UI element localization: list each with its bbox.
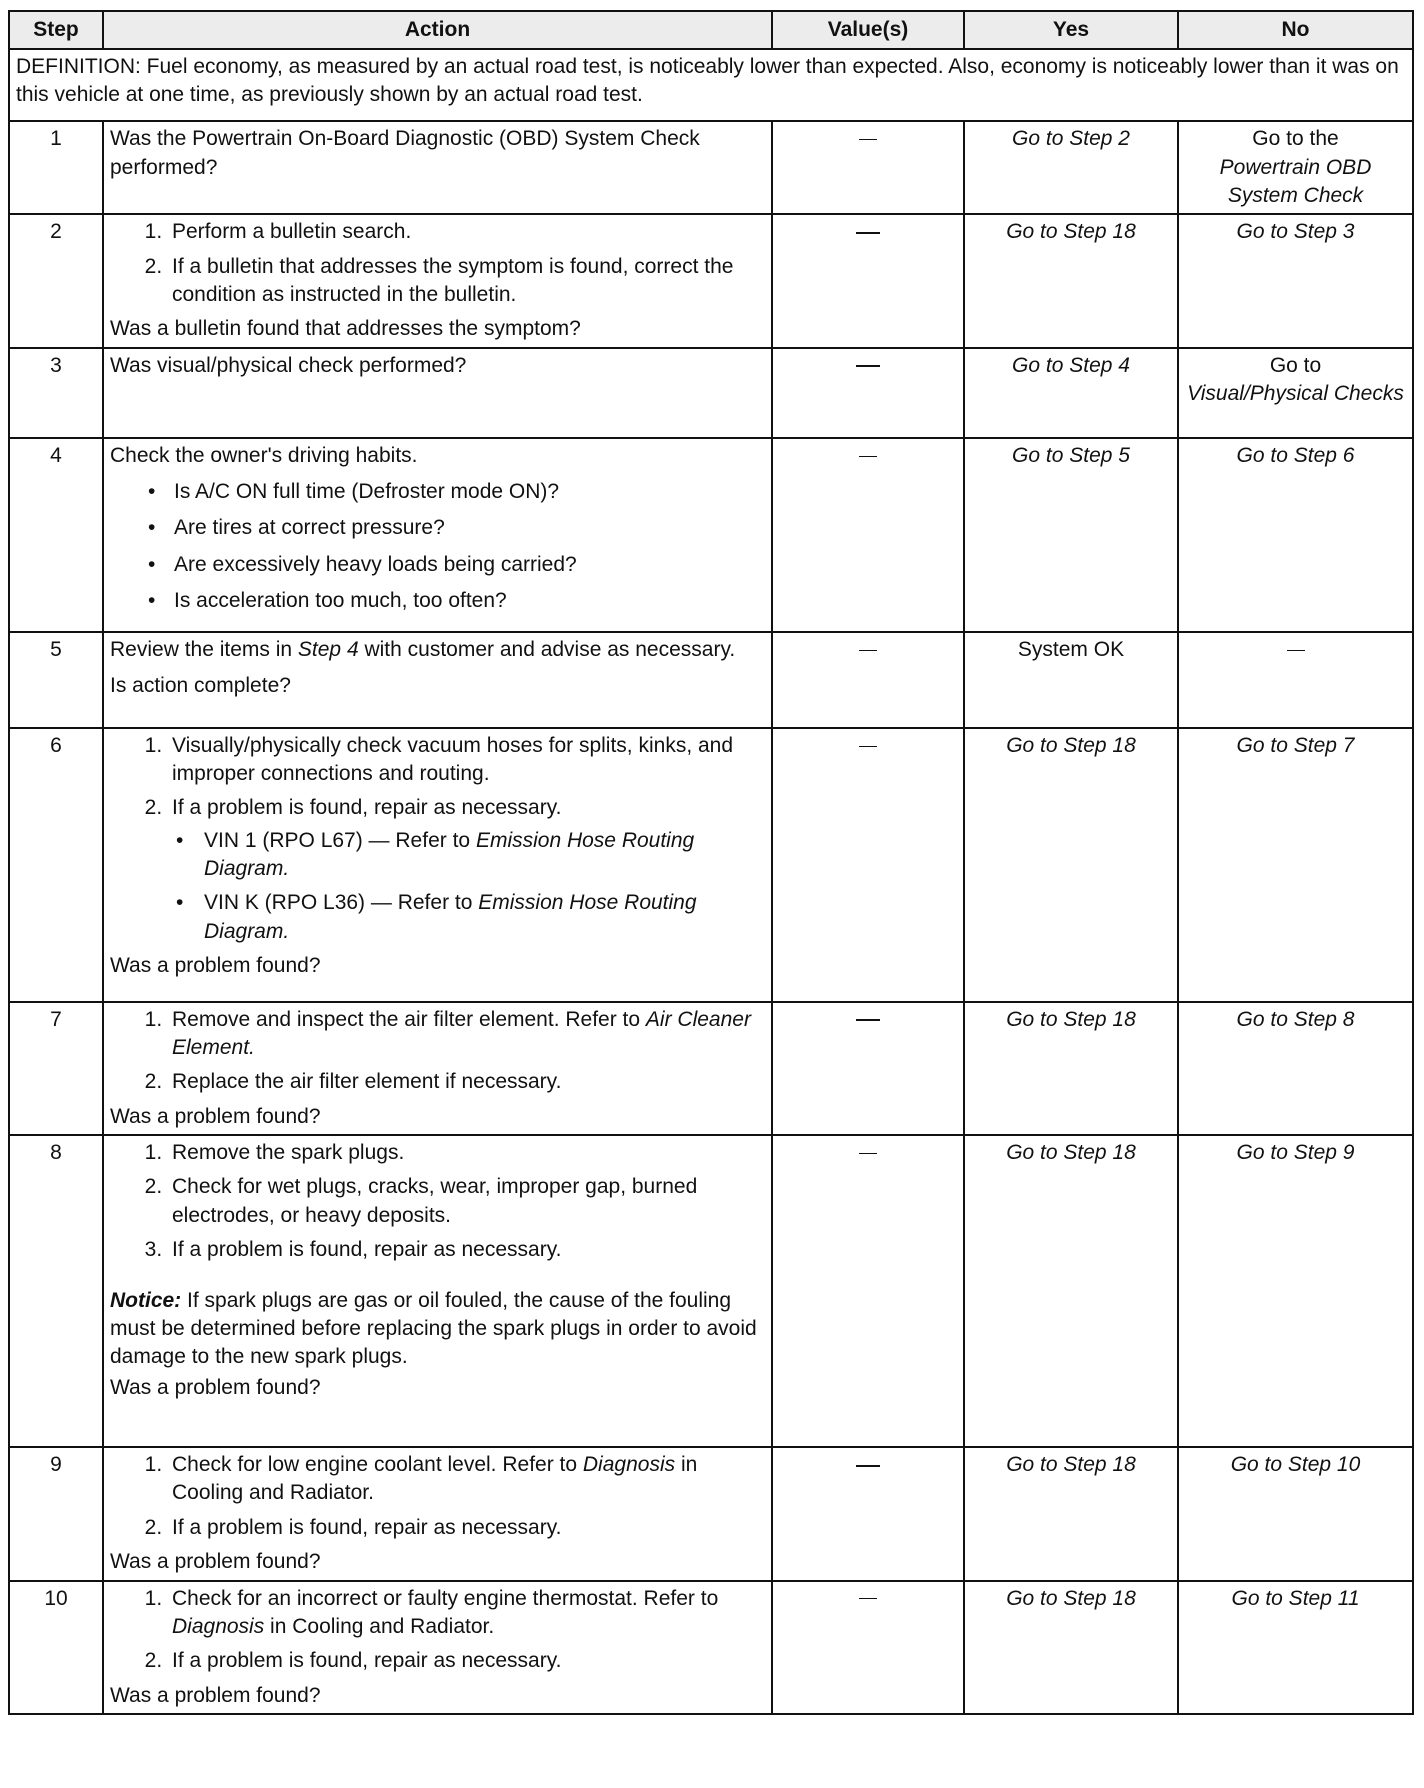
no-reference: Visual/Physical Checks bbox=[1187, 382, 1404, 406]
step-number: 4 bbox=[9, 438, 103, 632]
no-cell: Go to Step 10 bbox=[1178, 1447, 1413, 1580]
no-reference: Powertrain OBD System Check bbox=[1219, 155, 1372, 208]
action-cell bbox=[103, 1002, 772, 1135]
action-text-part: Review the items in bbox=[110, 637, 298, 661]
dash-mark bbox=[856, 1019, 880, 1021]
list-item-text: in Cooling and Radiator. bbox=[172, 1453, 698, 1505]
dash-mark bbox=[859, 1153, 877, 1154]
step-number: 3 bbox=[9, 348, 103, 438]
action-cell bbox=[103, 348, 772, 438]
table-row bbox=[9, 1135, 1413, 1447]
sub-item-text: VIN 1 (RPO L67) — Refer to bbox=[204, 828, 476, 852]
value-cell bbox=[772, 438, 964, 632]
notice-text bbox=[110, 1287, 765, 1372]
list-item: 1. Remove the spark plugs. bbox=[168, 1139, 765, 1167]
value-cell bbox=[772, 121, 964, 214]
sub-item bbox=[200, 827, 765, 884]
no-cell: Go to Step 7 bbox=[1178, 728, 1413, 1002]
header-values: Value(s) bbox=[772, 11, 964, 49]
yes-cell: System OK bbox=[964, 632, 1178, 728]
doc-reference: Diagnosis bbox=[172, 1614, 265, 1638]
action-cell bbox=[103, 1581, 772, 1714]
action-text-part: with customer and advise as necessary. bbox=[358, 637, 736, 661]
dash-mark bbox=[856, 232, 880, 234]
doc-reference: Emission Hose Routing Diagram. bbox=[204, 828, 695, 881]
diagnostic-table bbox=[8, 10, 1414, 1715]
value-cell bbox=[772, 1581, 964, 1714]
action-list bbox=[110, 218, 765, 309]
list-item: 1. Perform a bulletin search. bbox=[168, 218, 765, 246]
action-text: Was the Powertrain On-Board Diagnostic (OBD) System Check performed? bbox=[110, 127, 700, 179]
diagnostic-page bbox=[8, 10, 1412, 1715]
action-cell bbox=[103, 632, 772, 728]
list-item: 3. If a problem is found, repair as necessary. bbox=[168, 1236, 765, 1264]
action-list bbox=[110, 1585, 765, 1676]
action-cell bbox=[103, 214, 772, 347]
doc-reference: Emission Hose Routing Diagram. bbox=[204, 891, 697, 943]
list-item bbox=[168, 1451, 765, 1508]
action-cell bbox=[103, 1447, 772, 1580]
dash-mark bbox=[1287, 650, 1305, 651]
action-list bbox=[110, 1451, 765, 1542]
notice-body: If spark plugs are gas or oil fouled, the cause of the fouling must be determined before replacing the spark plugs in order to avoid damage to the new spark plugs. bbox=[110, 1288, 757, 1369]
list-item: 2. If a bulletin that addresses the symptom is found, correct the condition as instructed in the bulletin. bbox=[168, 253, 765, 310]
table-row bbox=[9, 438, 1413, 632]
no-cell: Go to Step 11 bbox=[1178, 1581, 1413, 1714]
definition-text: DEFINITION: Fuel economy, as measured by an actual road test, is noticeably lower than expected. Also, economy is noticeably lower than it was on this vehicle at one time, as previously shown by an actual road test. bbox=[9, 49, 1413, 121]
value-cell bbox=[772, 214, 964, 347]
header-step: Step bbox=[9, 11, 103, 49]
sub-item-text: VIN K (RPO L36) — Refer to bbox=[204, 891, 479, 915]
dash-mark bbox=[859, 456, 877, 457]
yes-cell: Go to Step 18 bbox=[964, 214, 1178, 347]
table-row bbox=[9, 728, 1413, 1002]
dash-mark bbox=[856, 1465, 880, 1467]
no-cell: Go to Step 9 bbox=[1178, 1135, 1413, 1447]
list-item bbox=[168, 1585, 765, 1642]
table-row bbox=[9, 1002, 1413, 1135]
action-question: Was a problem found? bbox=[110, 1683, 321, 1707]
list-item-text: Check for an incorrect or faulty engine thermostat. Refer to bbox=[172, 1586, 719, 1610]
step-number: 1 bbox=[9, 121, 103, 214]
list-item: 1. Visually/physically check vacuum hoses for splits, kinks, and improper connections and routing. bbox=[168, 732, 765, 789]
action-question: Was a problem found? bbox=[110, 1375, 321, 1399]
step-number: 6 bbox=[9, 728, 103, 1002]
list-item: • Are excessively heavy loads being carried? bbox=[174, 551, 765, 579]
sub-item bbox=[200, 889, 765, 946]
action-question: Was a problem found? bbox=[110, 1104, 321, 1128]
yes-cell: Go to Step 18 bbox=[964, 1135, 1178, 1447]
step-number: 7 bbox=[9, 1002, 103, 1135]
action-cell bbox=[103, 1135, 772, 1447]
step-number: 8 bbox=[9, 1135, 103, 1447]
action-cell bbox=[103, 728, 772, 1002]
value-cell bbox=[772, 1135, 964, 1447]
list-item: • Are tires at correct pressure? bbox=[174, 514, 765, 542]
list-item: 2. Check for wet plugs, cracks, wear, improper gap, burned electrodes, or heavy deposits. bbox=[168, 1173, 765, 1230]
value-cell bbox=[772, 348, 964, 438]
list-item: 2. Replace the air filter element if necessary. bbox=[168, 1068, 765, 1096]
list-item-text: Check for low engine coolant level. Refer to bbox=[172, 1453, 583, 1477]
dash-mark bbox=[859, 746, 877, 747]
no-cell bbox=[1178, 121, 1413, 214]
definition-row bbox=[9, 49, 1413, 121]
action-bullets bbox=[134, 478, 765, 615]
header-no: No bbox=[1178, 11, 1413, 49]
yes-cell: Go to Step 18 bbox=[964, 728, 1178, 1002]
list-item-text: in Cooling and Radiator. bbox=[264, 1614, 495, 1638]
yes-cell: Go to Step 18 bbox=[964, 1447, 1178, 1580]
table-row bbox=[9, 121, 1413, 214]
sub-bullets bbox=[172, 827, 765, 946]
no-text: Go to bbox=[1269, 353, 1322, 377]
step-number: 2 bbox=[9, 214, 103, 347]
table-row bbox=[9, 348, 1413, 438]
action-text: Was visual/physical check performed? bbox=[110, 353, 467, 377]
value-cell bbox=[772, 1002, 964, 1135]
doc-reference: Diagnosis bbox=[582, 1453, 676, 1477]
no-cell bbox=[1178, 348, 1413, 438]
action-question: Was a bulletin found that addresses the symptom? bbox=[110, 317, 581, 341]
action-list bbox=[110, 1006, 765, 1097]
value-cell bbox=[772, 728, 964, 1002]
table-row bbox=[9, 632, 1413, 728]
value-cell bbox=[772, 1447, 964, 1580]
header-action: Action bbox=[103, 11, 772, 49]
dash-mark bbox=[859, 1598, 877, 1599]
header-row bbox=[9, 11, 1413, 49]
action-list bbox=[110, 1139, 765, 1264]
action-cell bbox=[103, 121, 772, 214]
no-cell: Go to Step 6 bbox=[1178, 438, 1413, 632]
list-item: 2. If a problem is found, repair as necessary. bbox=[168, 1514, 765, 1542]
action-question: Was a problem found? bbox=[110, 954, 321, 978]
yes-cell: Go to Step 5 bbox=[964, 438, 1178, 632]
value-cell bbox=[772, 632, 964, 728]
action-question: Is action complete? bbox=[110, 674, 291, 698]
no-cell bbox=[1178, 632, 1413, 728]
no-text: Go to the bbox=[1252, 127, 1339, 151]
list-item bbox=[168, 794, 765, 946]
yes-cell: Go to Step 18 bbox=[964, 1002, 1178, 1135]
step-number: 9 bbox=[9, 1447, 103, 1580]
yes-cell: Go to Step 18 bbox=[964, 1581, 1178, 1714]
action-cell bbox=[103, 438, 772, 632]
step-number: 10 bbox=[9, 1581, 103, 1714]
action-list bbox=[110, 732, 765, 946]
list-item-text: If a problem is found, repair as necessary. bbox=[172, 796, 562, 820]
no-cell: Go to Step 8 bbox=[1178, 1002, 1413, 1135]
yes-cell: Go to Step 4 bbox=[964, 348, 1178, 438]
notice-label: Notice: bbox=[110, 1288, 182, 1312]
dash-mark bbox=[859, 139, 877, 140]
list-item bbox=[168, 1006, 765, 1063]
dash-mark bbox=[859, 650, 877, 651]
dash-mark bbox=[856, 365, 880, 367]
table-row bbox=[9, 214, 1413, 347]
action-text bbox=[110, 636, 765, 664]
step-number: 5 bbox=[9, 632, 103, 728]
header-yes: Yes bbox=[964, 11, 1178, 49]
list-item: 2. If a problem is found, repair as necessary. bbox=[168, 1647, 765, 1675]
step-reference: Step 4 bbox=[297, 637, 359, 661]
table-row bbox=[9, 1581, 1413, 1714]
no-cell: Go to Step 3 bbox=[1178, 214, 1413, 347]
list-item-text: Remove and inspect the air filter element. Refer to bbox=[172, 1007, 646, 1031]
list-item: • Is acceleration too much, too often? bbox=[174, 587, 765, 615]
list-item: • Is A/C ON full time (Defroster mode ON)? bbox=[174, 478, 765, 506]
doc-reference: Air Cleaner Element. bbox=[172, 1007, 751, 1060]
yes-cell: Go to Step 2 bbox=[964, 121, 1178, 214]
action-intro: Check the owner's driving habits. bbox=[110, 443, 418, 467]
table-row bbox=[9, 1447, 1413, 1580]
action-question: Was a problem found? bbox=[110, 1550, 321, 1574]
